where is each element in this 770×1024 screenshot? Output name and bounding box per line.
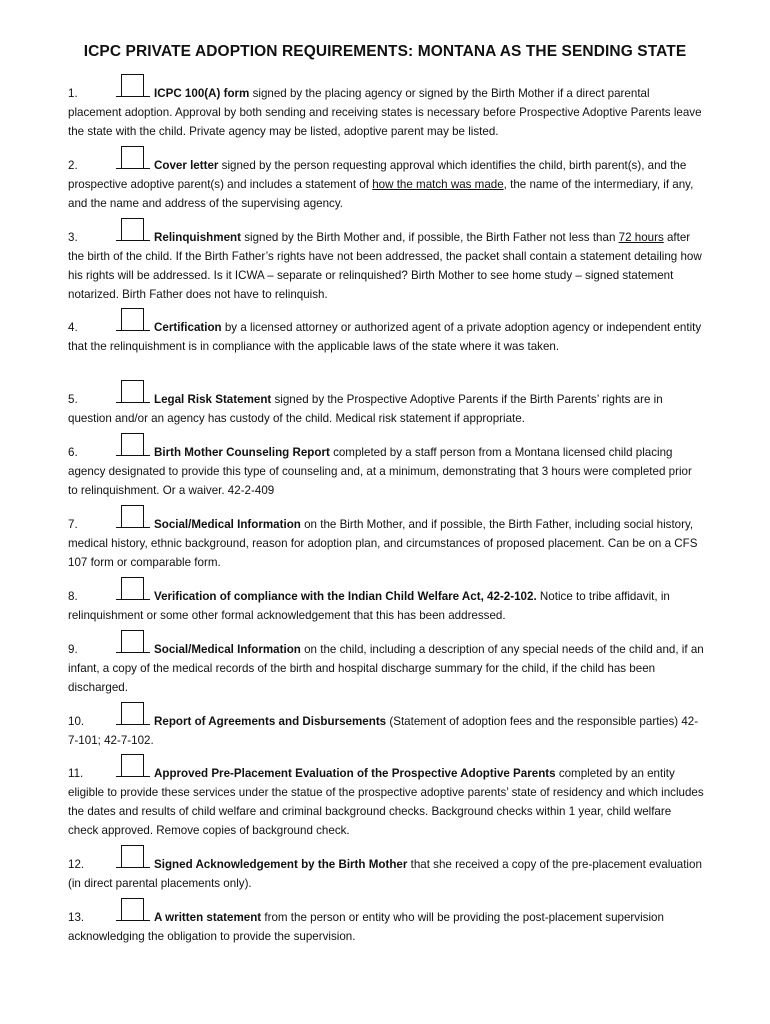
item-text: from the person or entity who will be providing the post-placement supervision acknowledging the obligation to provide the supervision. xyxy=(68,911,664,943)
item-number: 6. xyxy=(68,446,78,459)
requirement-item-1 xyxy=(68,84,704,141)
checkbox-12[interactable] xyxy=(116,855,150,868)
checkbox-7[interactable] xyxy=(116,515,150,528)
item-text: completed by a staff person from a Montana licensed child placing agency designated to provide this type of counseling and, at a minimum, demonstrating that 3 hours were completed prior to relinquishment. Or a waiver. 42-2-409 xyxy=(68,446,692,497)
item-text: after the birth of the child. If the Birth Father’s rights have not been addressed, the packet shall contain a statement detailing how his rights will be addressed. Is it ICWA – separate or relinquished? Birth Mother to see home study – signed statement notarized. Birth Father does not have to relinquish. xyxy=(68,231,702,301)
item-text: by a licensed attorney or authorized agent of a private adoption agency or independent entity that the relinquishment is in compliance with the applicable laws of the state where it was taken. xyxy=(68,321,702,353)
checkbox-6[interactable] xyxy=(116,443,150,456)
requirement-item-9 xyxy=(68,640,704,697)
item-heading: Social/Medical Information xyxy=(154,518,301,531)
item-heading: Cover letter xyxy=(154,159,219,172)
item-heading: Approved Pre-Placement Evaluation of the Prospective Adoptive Parents xyxy=(154,767,556,780)
page-title: ICPC PRIVATE ADOPTION REQUIREMENTS: MONTANA AS THE SENDING STATE xyxy=(83,43,687,60)
requirement-item-7 xyxy=(68,515,704,572)
item-heading: Verification of compliance with the Indian Child Welfare Act, 42-2-102. xyxy=(154,590,537,603)
requirement-item-4 xyxy=(68,318,704,356)
item-number: 10. xyxy=(68,715,85,728)
item-number: 1. xyxy=(68,87,78,100)
item-heading: Signed Acknowledgement by the Birth Mother xyxy=(154,858,408,871)
requirement-item-2 xyxy=(68,156,704,213)
requirement-item-10 xyxy=(68,712,704,750)
item-number: 8. xyxy=(68,590,78,603)
item-text: Notice to tribe affidavit, in relinquishment or some other formal acknowledgement that this has been addressed. xyxy=(68,590,670,622)
checkbox-2[interactable] xyxy=(116,156,150,169)
checkbox-11[interactable] xyxy=(116,764,150,777)
item-number: 12. xyxy=(68,858,85,871)
item-number: 9. xyxy=(68,643,78,656)
item-text: signed by the placing agency or signed by the Birth Mother if a direct parental placement adoption. Approval by both sending and receiving states is necessary before Prospective Adoptive Parents leave the state with the child. Private agency may be listed, adoptive parent may be listed. xyxy=(68,87,702,138)
item-text: , the name of the intermediary, if any, and the name and address of the supervising agency. xyxy=(68,178,694,210)
item-text: on the child, including a description of any special needs of the child and, if an infant, a copy of the medical records of the birth and hospital discharge summary for the child, if the child has been discharged. xyxy=(68,643,704,694)
item-text: on the Birth Mother, and if possible, the Birth Father, including social history, medical history, ethnic background, reason for adoption plan, and circumstances of proposed placement. Can be on a CFS 107 form or comparable form. xyxy=(68,518,698,569)
requirement-item-8 xyxy=(68,587,704,625)
item-number: 2. xyxy=(68,159,78,172)
checkbox-5[interactable] xyxy=(116,390,150,403)
requirement-item-11 xyxy=(68,764,704,840)
item-heading: Report of Agreements and Disbursements xyxy=(154,715,387,728)
item-text: signed by the Prospective Adoptive Parents if the Birth Parents’ rights are in question and/or an agency has custody of the child. Medical risk statement if appropriate. xyxy=(68,393,663,425)
item-text: completed by an entity eligible to provide these services under the statue of the prospective adoptive parents’ state of residency and which includes the dates and results of child welfare and criminal background checks. Background checks within 1 year, child welfare check approved. Remove copies of background check. xyxy=(68,767,704,837)
checkbox-8[interactable] xyxy=(116,587,150,600)
item-heading: A written statement xyxy=(154,911,262,924)
item-heading: Relinquishment xyxy=(154,231,241,244)
checkbox-9[interactable] xyxy=(116,640,150,653)
item-text: signed by the person requesting approval which identifies the child, birth parent(s), and the prospective adoptive parent(s) and includes a statement of xyxy=(68,159,687,191)
item-heading: Social/Medical Information xyxy=(154,643,301,656)
item-number: 3. xyxy=(68,231,78,244)
item-number: 5. xyxy=(68,393,78,406)
requirement-item-6 xyxy=(68,443,704,500)
item-heading: ICPC 100(A) form xyxy=(154,87,250,100)
item-number: 7. xyxy=(68,518,78,531)
item-text: (Statement of adoption fees and the responsible parties) 42-7-101; 42-7-102. xyxy=(68,715,699,747)
requirement-item-13 xyxy=(68,908,704,946)
item-heading: Legal Risk Statement xyxy=(154,393,272,406)
checkbox-1[interactable] xyxy=(116,84,150,97)
item-number: 4. xyxy=(68,321,78,334)
checkbox-10[interactable] xyxy=(116,712,150,725)
item-heading: Certification xyxy=(154,321,222,334)
item-heading: Birth Mother Counseling Report xyxy=(154,446,330,459)
item-text: signed by the Birth Mother and, if possible, the Birth Father not less than xyxy=(240,231,619,244)
requirement-item-5 xyxy=(68,390,704,428)
underlined-text: how the match was made xyxy=(372,178,504,191)
underlined-text: 72 hours xyxy=(618,231,664,244)
checkbox-13[interactable] xyxy=(116,908,150,921)
item-text: that she received a copy of the pre-placement evaluation (in direct parental placements only). xyxy=(68,858,702,890)
requirement-item-12 xyxy=(68,855,704,893)
item-number: 11. xyxy=(68,767,84,780)
requirement-item-3 xyxy=(68,228,704,304)
checkbox-3[interactable] xyxy=(116,228,150,241)
checkbox-4[interactable] xyxy=(116,318,150,331)
item-number: 13. xyxy=(68,911,85,924)
